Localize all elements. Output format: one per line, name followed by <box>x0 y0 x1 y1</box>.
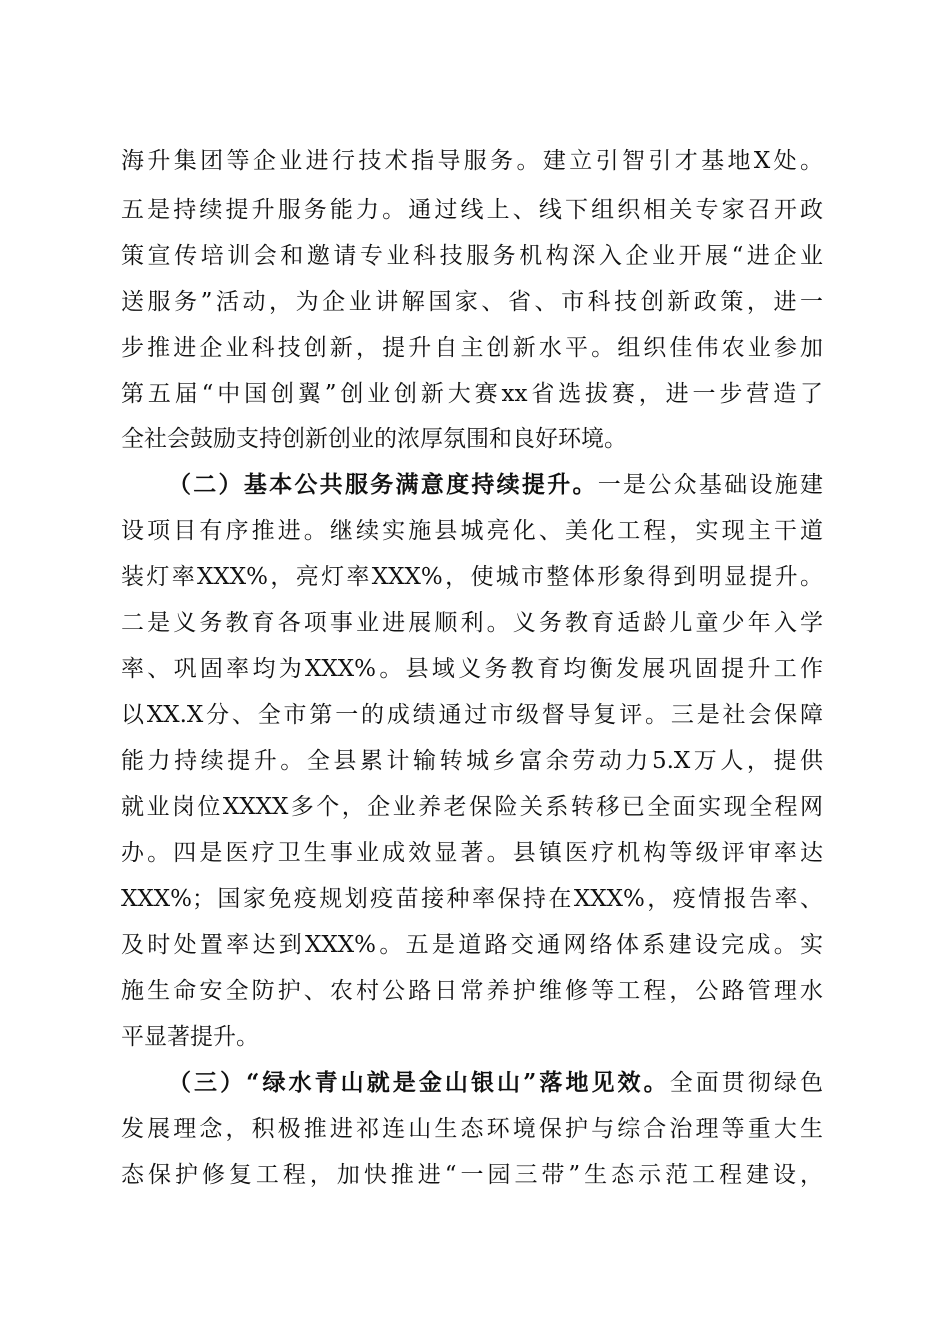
paragraph-line: 海升集团等企业进行技术指导服务。建立引智引才基地X处。 <box>121 148 823 174</box>
paragraph-line: 第五届“中国创翼”创业创新大赛xx省选拔赛，进一步营造了 <box>121 381 823 407</box>
paragraph-line: XXX%；国家免疫规划疫苗接种率保持在XXX%，疫情报告率、 <box>121 886 823 912</box>
paragraph-line: 装灯率XXX%，亮灯率XXX%，使城市整体形象得到明显提升。 <box>121 564 823 590</box>
paragraph-line: 就业岗位XXXX多个，企业养老保险关系转移已全面实现全程网 <box>121 794 823 820</box>
section-3-first-line <box>168 1063 823 1103</box>
paragraph-line: 五是持续提升服务能力。通过线上、线下组织相关专家召开政 <box>121 197 823 223</box>
section-2-heading: （二）基本公共服务满意度持续提升。 <box>168 471 598 498</box>
paragraph-line: 率、巩固率均为XXX%。县域义务教育均衡发展巩固提升工作 <box>121 656 823 682</box>
paragraph-line: 策宣传培训会和邀请专业科技服务机构深入企业开展“进企业 <box>121 243 823 269</box>
paragraph-line: 平显著提升。 <box>121 1024 259 1050</box>
paragraph-line: 二是义务教育各项事业进展顺利。义务教育适龄儿童少年入学 <box>121 610 823 636</box>
section-2-first-line <box>168 465 823 505</box>
section-3-lead-text: 全面贯彻绿色 <box>669 1070 823 1096</box>
paragraph-line: 设项目有序推进。继续实施县城亮化、美化工程，实现主干道 <box>121 518 823 544</box>
paragraph-line: 态保护修复工程，加快推进“一园三带”生态示范工程建设， <box>121 1162 823 1188</box>
paragraph-line: 发展理念，积极推进祁连山生态环境保护与综合治理等重大生 <box>121 1116 823 1142</box>
paragraph-line: 以XX.X分、全市第一的成绩通过市级督导复评。三是社会保障 <box>121 702 823 728</box>
paragraph-line: 及时处置率达到XXX%。五是道路交通网络体系建设完成。实 <box>121 932 823 958</box>
paragraph-line: 送服务”活动，为企业讲解国家、省、市科技创新政策，进一 <box>121 289 823 315</box>
paragraph-line: 能力持续提升。全县累计输转城乡富余劳动力5.X万人，提供 <box>121 748 823 774</box>
paragraph-line: 全社会鼓励支持创新创业的浓厚氛围和良好环境。 <box>121 426 627 452</box>
section-2-lead-text: 一是公众基础设施建 <box>597 472 823 498</box>
section-3-heading: （三）“绿水青山就是金山银山”落地见效。 <box>168 1069 670 1096</box>
paragraph-line: 办。四是医疗卫生事业成效显著。县镇医疗机构等级评审率达 <box>121 840 823 866</box>
paragraph-line: 步推进企业科技创新，提升自主创新水平。组织佳伟农业参加 <box>121 335 823 361</box>
paragraph-line: 施生命安全防护、农村公路日常养护维修等工程，公路管理水 <box>121 978 823 1004</box>
